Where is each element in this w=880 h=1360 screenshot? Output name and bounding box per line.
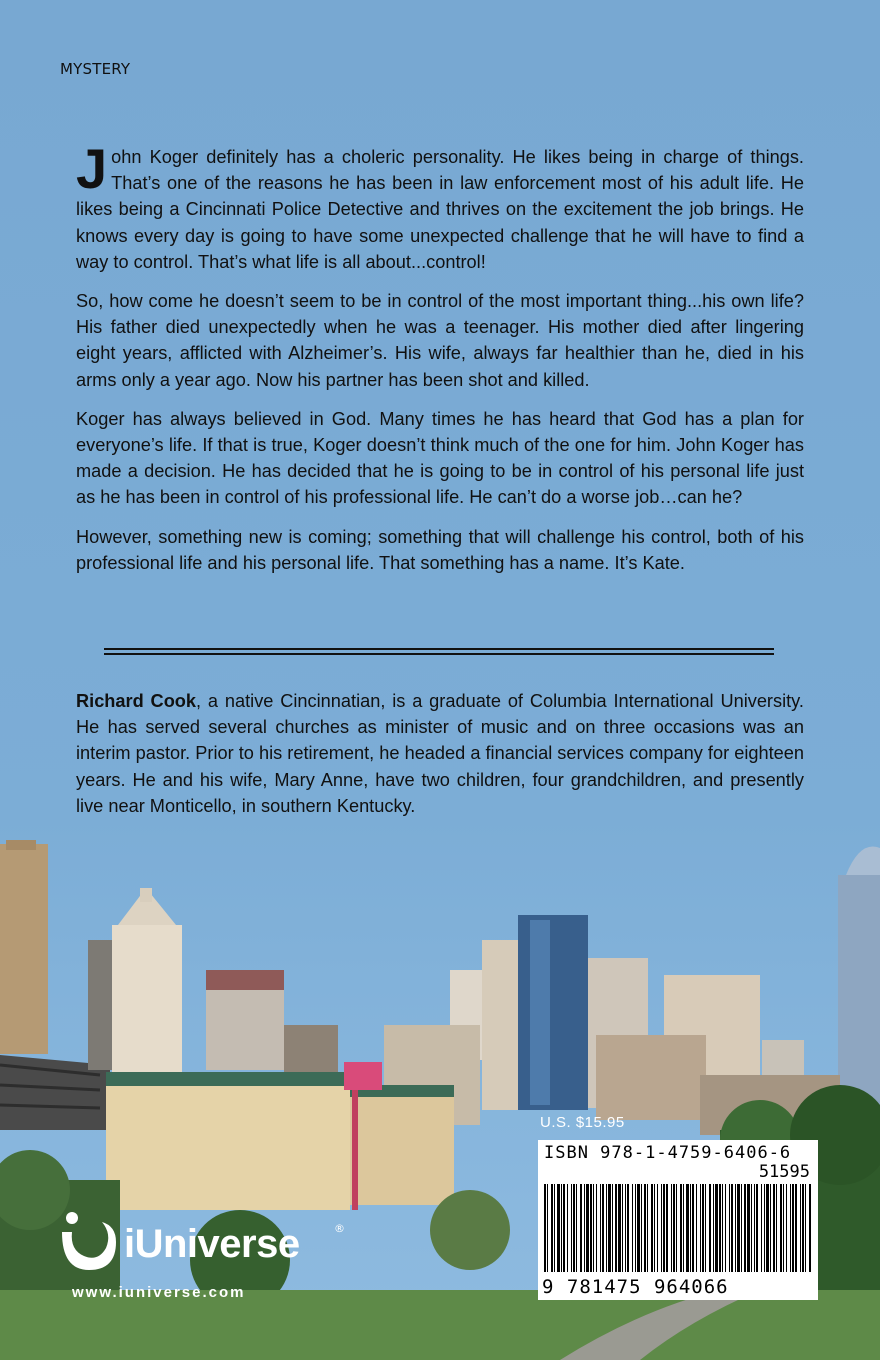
barcode-bar xyxy=(751,1184,752,1272)
ean-number: 9 781475 964066 xyxy=(542,1276,729,1298)
author-bio-text: , a native Cincinnatian, is a graduate of Columbia International University. He has served several churches as minister of music and on three occasions was an interim pastor. Prior to his retirement, he headed a financial services company for eighteen years. He and his wife, Mary Anne, have two children, four grandchildren, and presently live near Monticello, in southern Kentucky. xyxy=(76,691,804,816)
barcode-bar xyxy=(651,1184,653,1272)
barcode-bar xyxy=(764,1184,765,1272)
barcode-bar xyxy=(563,1184,565,1272)
barcode-bar xyxy=(741,1184,742,1272)
author-name: Richard Cook xyxy=(76,691,197,711)
barcode-bar xyxy=(641,1184,642,1272)
barcode-bar xyxy=(747,1184,750,1272)
barcode-bar xyxy=(713,1184,714,1272)
barcode-bar xyxy=(625,1184,626,1272)
barcode-bar xyxy=(792,1184,794,1272)
barcode-bar xyxy=(683,1184,684,1272)
barcode-bar xyxy=(596,1184,597,1272)
barcode-bar xyxy=(567,1184,568,1272)
barcode-bar xyxy=(615,1184,617,1272)
barcode-bar xyxy=(571,1184,572,1272)
price-addon-code: 51595 xyxy=(758,1162,810,1182)
barcode-bar xyxy=(680,1184,682,1272)
barcode-bar xyxy=(676,1184,677,1272)
blurb-paragraph-4: However, something new is coming; something that will challenge his control, both of his professional life and his personal life. That something has a name. It’s Kate. xyxy=(76,526,804,573)
barcode-bar xyxy=(635,1184,636,1272)
barcode-bar xyxy=(737,1184,740,1272)
barcode-bar xyxy=(554,1184,555,1272)
iuniverse-logo-icon xyxy=(58,1208,120,1278)
barcode-bar xyxy=(790,1184,791,1272)
barcode-bar xyxy=(547,1184,548,1272)
genre-label: MYSTERY xyxy=(60,60,131,78)
barcode-bar xyxy=(744,1184,746,1272)
barcode-bar xyxy=(780,1184,782,1272)
barcode-bar xyxy=(805,1184,806,1272)
barcode-bar xyxy=(705,1184,706,1272)
isbn-barcode xyxy=(538,1140,818,1300)
isbn-number: ISBN 978-1-4759-6406-6 xyxy=(544,1143,792,1163)
barcode-bar xyxy=(735,1184,736,1272)
barcode-bar xyxy=(637,1184,640,1272)
barcode-bar xyxy=(709,1184,711,1272)
barcode-bar xyxy=(783,1184,784,1272)
blurb-paragraph-1 xyxy=(76,137,804,275)
barcode-bar xyxy=(622,1184,623,1272)
barcode-bar xyxy=(654,1184,655,1272)
barcode-bar xyxy=(692,1184,694,1272)
barcode-bar xyxy=(702,1184,704,1272)
barcode-bar xyxy=(786,1184,787,1272)
barcode-bar xyxy=(715,1184,718,1272)
barcode-bar xyxy=(590,1184,592,1272)
barcode-bar xyxy=(544,1184,546,1272)
barcode-bar xyxy=(593,1184,594,1272)
barcode-bar xyxy=(618,1184,621,1272)
barcode-bar xyxy=(584,1184,585,1272)
barcode-bar xyxy=(551,1184,553,1272)
barcode-bar xyxy=(766,1184,769,1272)
barcode-bar xyxy=(608,1184,611,1272)
blurb-paragraph-1-text: ohn Koger definitely has a choleric personality. He likes being in charge of things. That’s one of the reasons he has been in law enforcement most of his adult life. He likes being a Cincinnati Police Detective and thrives on the excitement the job brings. He knows every day is going to have some unexpected challenge that he will have to find a way to control. That’s what life is all about...control! xyxy=(76,147,804,272)
barcode-bar xyxy=(673,1184,675,1272)
barcode-bar xyxy=(580,1184,582,1272)
barcode-bar xyxy=(756,1184,758,1272)
barcode-bar xyxy=(586,1184,589,1272)
barcode-bar xyxy=(647,1184,648,1272)
registered-mark: ® xyxy=(334,1222,345,1235)
barcode-bar xyxy=(795,1184,797,1272)
barcode-bar xyxy=(754,1184,755,1272)
divider-rule-bottom xyxy=(104,653,774,655)
barcode-bar xyxy=(666,1184,668,1272)
barcode-bar xyxy=(809,1184,811,1272)
barcode-bar xyxy=(602,1184,604,1272)
barcode-bar xyxy=(686,1184,689,1272)
barcode-bar xyxy=(561,1184,562,1272)
barcode-bar xyxy=(690,1184,691,1272)
barcode-bar xyxy=(700,1184,701,1272)
barcode-bar xyxy=(644,1184,646,1272)
barcode-bar xyxy=(731,1184,733,1272)
barcode-bar xyxy=(627,1184,629,1272)
publisher-logo xyxy=(58,1208,358,1308)
barcode-bars xyxy=(544,1184,812,1276)
blurb xyxy=(76,137,804,589)
barcode-bar xyxy=(632,1184,633,1272)
barcode-bar xyxy=(612,1184,613,1272)
barcode-bar xyxy=(776,1184,777,1272)
barcode-bar xyxy=(802,1184,804,1272)
barcode-bar xyxy=(661,1184,662,1272)
barcode-bar xyxy=(800,1184,801,1272)
barcode-bar xyxy=(725,1184,726,1272)
barcode-bar xyxy=(729,1184,730,1272)
barcode-bar xyxy=(576,1184,577,1272)
barcode-bar xyxy=(557,1184,560,1272)
barcode-bar xyxy=(663,1184,665,1272)
drop-cap: J xyxy=(76,137,108,200)
price-label: U.S. $15.95 xyxy=(540,1114,625,1131)
barcode-bar xyxy=(600,1184,601,1272)
barcode-bar xyxy=(761,1184,762,1272)
barcode-bar xyxy=(573,1184,575,1272)
publisher-name: iUniverse xyxy=(124,1222,300,1266)
barcode-bar xyxy=(722,1184,723,1272)
blurb-paragraph-3: Koger has always believed in God. Many times he has heard that God has a plan for everyone’s life. If that is true, Koger doesn’t think much of the one for him. John Koger has made a decision. He has decided that he is going to be in control of his personal life just as he has been in control of his professional life. He can’t do a worse job…can he? xyxy=(76,408,804,508)
barcode-bar xyxy=(696,1184,697,1272)
barcode-bar xyxy=(773,1184,775,1272)
barcode-bar xyxy=(719,1184,721,1272)
publisher-url: www.iuniverse.com xyxy=(72,1284,246,1301)
barcode-bar xyxy=(671,1184,672,1272)
barcode-bar xyxy=(657,1184,658,1272)
blurb-paragraph-2: So, how come he doesn’t seem to be in control of the most important thing...his own life? His father died unexpectedly when he was a teenager. His mother died after lingering eight years, afflicted with Alzheimer’s. His wife, always far healthier than he, died in his arms only a year ago. Now his partner has been shot and killed. xyxy=(76,291,804,390)
author-bio xyxy=(76,688,804,819)
barcode-bar xyxy=(606,1184,607,1272)
divider-rule-top xyxy=(104,648,774,650)
barcode-bar xyxy=(770,1184,771,1272)
